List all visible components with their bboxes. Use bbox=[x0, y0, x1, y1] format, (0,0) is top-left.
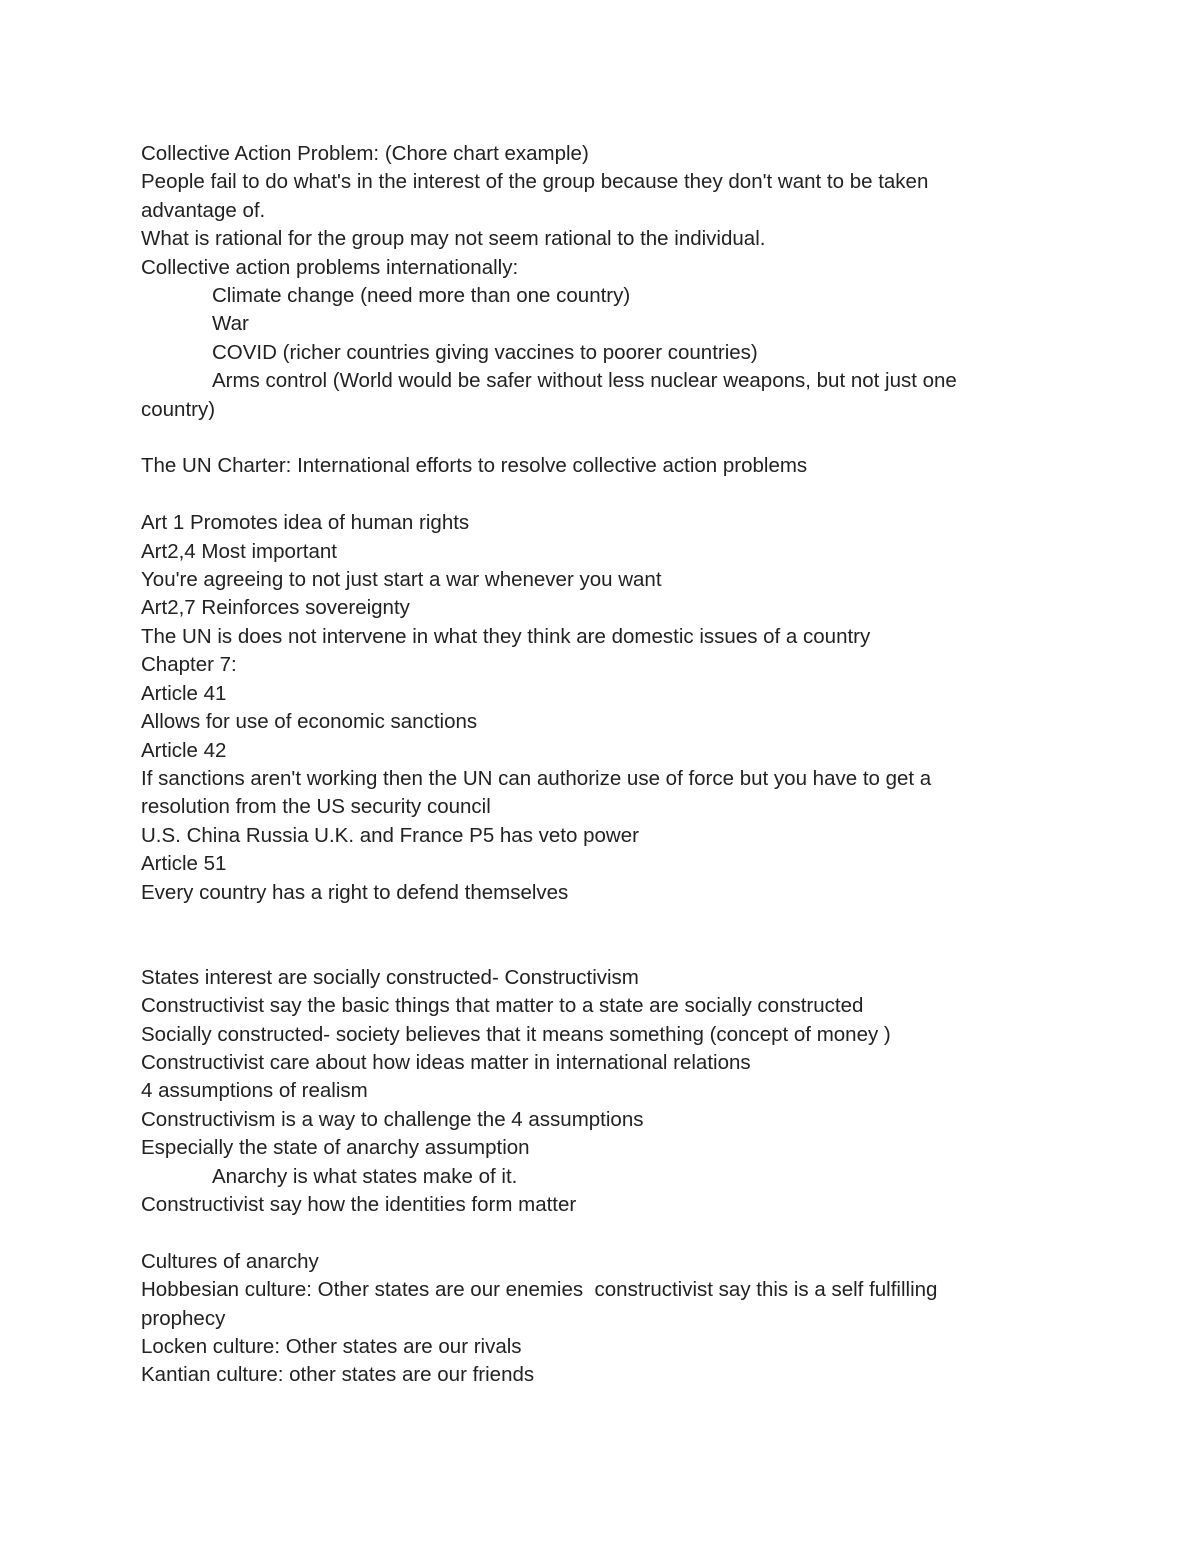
text-line: Collective action problems internationally: bbox=[141, 255, 519, 279]
collective-heading: Collective Action Problem: (Chore chart example) bbox=[141, 142, 589, 165]
text-line: Article 41 bbox=[141, 681, 227, 705]
text-line: Hobbesian culture: Other states are our enemies constructivist say this is a self fulfilling bbox=[141, 1278, 938, 1302]
text-line: 4 assumptions of realism bbox=[141, 1079, 368, 1103]
text-line: Especially the state of anarchy assumption bbox=[141, 1136, 530, 1160]
blank-line bbox=[141, 907, 1041, 935]
indented-line: Anarchy is what states make of it. bbox=[212, 1164, 518, 1188]
text-line: Constructivist care about how ideas matter in international relations bbox=[141, 1050, 751, 1074]
document-page bbox=[141, 140, 1041, 1390]
text-line: Article 51 bbox=[141, 852, 227, 876]
blank-line bbox=[141, 1219, 1041, 1247]
example-item: COVID (richer countries giving vaccines to poorer countries) bbox=[212, 340, 758, 364]
text-line: Art2,7 Reinforces sovereignty bbox=[141, 596, 410, 620]
text-line: prophecy bbox=[141, 1306, 226, 1330]
text-line: Chapter 7: bbox=[141, 653, 237, 677]
text-line: Art 1 Promotes idea of human rights bbox=[141, 511, 470, 535]
text-line: Locken culture: Other states are our rivals bbox=[141, 1334, 522, 1358]
cultures-heading: Cultures of anarchy bbox=[141, 1249, 319, 1273]
example-item: Climate change (need more than one country) bbox=[212, 284, 631, 308]
text-line: States interest are socially constructed- Constructivism bbox=[141, 965, 639, 989]
blank-line bbox=[141, 481, 1041, 509]
text-line: Constructivism is a way to challenge the 4 assumptions bbox=[141, 1107, 644, 1131]
example-item: Arms control (World would be safer without less nuclear weapons, but not just one bbox=[212, 369, 957, 393]
text-line: Constructivist say how the identities form matter bbox=[141, 1192, 577, 1216]
text-line: resolution from the US security council bbox=[141, 795, 491, 819]
text-line: U.S. China Russia U.K. and France P5 has veto power bbox=[141, 823, 639, 847]
text-line: The UN is does not intervene in what they think are domestic issues of a country bbox=[141, 624, 871, 648]
text-line: Constructivist say the basic things that matter to a state are socially constructed bbox=[141, 994, 864, 1018]
blank-line bbox=[141, 935, 1041, 963]
blank-line bbox=[141, 424, 1041, 452]
text-line: If sanctions aren't working then the UN can authorize use of force but you have to get a bbox=[141, 766, 932, 790]
text-line: What is rational for the group may not seem rational to the individual. bbox=[141, 227, 766, 251]
text-line: country) bbox=[141, 397, 216, 421]
text-line: Every country has a right to defend themselves bbox=[141, 880, 569, 904]
un-heading: The UN Charter: International efforts to resolve collective action problems bbox=[141, 454, 808, 478]
text-line: People fail to do what's in the interest of the group because they don't want to be taken bbox=[141, 170, 929, 194]
text-line: Article 42 bbox=[141, 738, 227, 762]
example-item: War bbox=[212, 312, 249, 336]
text-line: advantage of. bbox=[141, 198, 266, 222]
text-line: Art2,4 Most important bbox=[141, 539, 337, 563]
text-line: Allows for use of economic sanctions bbox=[141, 710, 478, 734]
text-line: Socially constructed- society believes that it means something (concept of money ) bbox=[141, 1022, 891, 1046]
text-line: Kantian culture: other states are our friends bbox=[141, 1363, 535, 1387]
text-line: You're agreeing to not just start a war whenever you want bbox=[141, 568, 662, 592]
